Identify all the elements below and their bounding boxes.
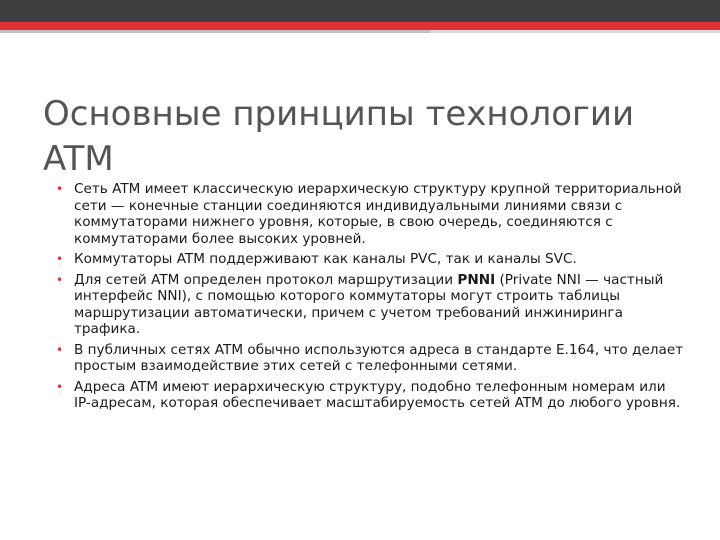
- bullet-marker-icon: •: [56, 272, 64, 287]
- bullet-text-pre: Для сетей ATM определен протокол маршрутизации: [74, 271, 458, 288]
- bullet-item: [53, 251, 685, 268]
- bullet-text: Адреса ATM имеют иерархическую структуру, подобно телефонным номерам или IP-адресам, которая обеспечивает масштабируемость сетей ATM до любого уровня.: [74, 378, 681, 411]
- bullet-marker-icon: •: [56, 252, 64, 266]
- header-bar-accent: [0, 22, 720, 30]
- bullet-text: Коммутаторы ATM поддерживают как каналы PVC, так и каналы SVC.: [74, 251, 577, 267]
- bullet-text-post: (Private NNI — частный интерфейс NNI), с помощью которого коммутаторы могут строить таблицы маршрутизации автоматически, причем с учетом требований инжиниринга трафика.: [74, 271, 664, 337]
- header-bar-shadow-right: [430, 30, 720, 33]
- header-bar-dark: [0, 0, 720, 22]
- bullet-text: В публичных сетях ATM обычно используются адреса в стандарте E.164, что делает простым взаимодействие этих сетей с телефонными сетями.: [74, 341, 684, 374]
- bullet-marker-icon: •: [56, 182, 64, 196]
- slide-title: Основные принципы технологии ATM: [43, 94, 635, 179]
- bullet-marker-icon: •: [56, 342, 64, 357]
- bullet-text-bold: PNNI: [457, 271, 496, 288]
- bullet-item: [53, 379, 685, 412]
- bullet-list: [53, 181, 685, 416]
- bullet-item: [53, 272, 685, 338]
- bullet-marker-icon: •: [56, 379, 64, 394]
- bullet-text: Сеть ATM имеет классическую иерархическую структуру крупной территориальной сети — конечные станции соединяются индивидуальными линиями связи с коммутаторами нижнего уровня, которые, в свою очередь, соединяются с коммутаторами более высоких уровней.: [74, 181, 682, 247]
- bullet-item: [53, 181, 685, 247]
- bullet-item: [53, 342, 685, 375]
